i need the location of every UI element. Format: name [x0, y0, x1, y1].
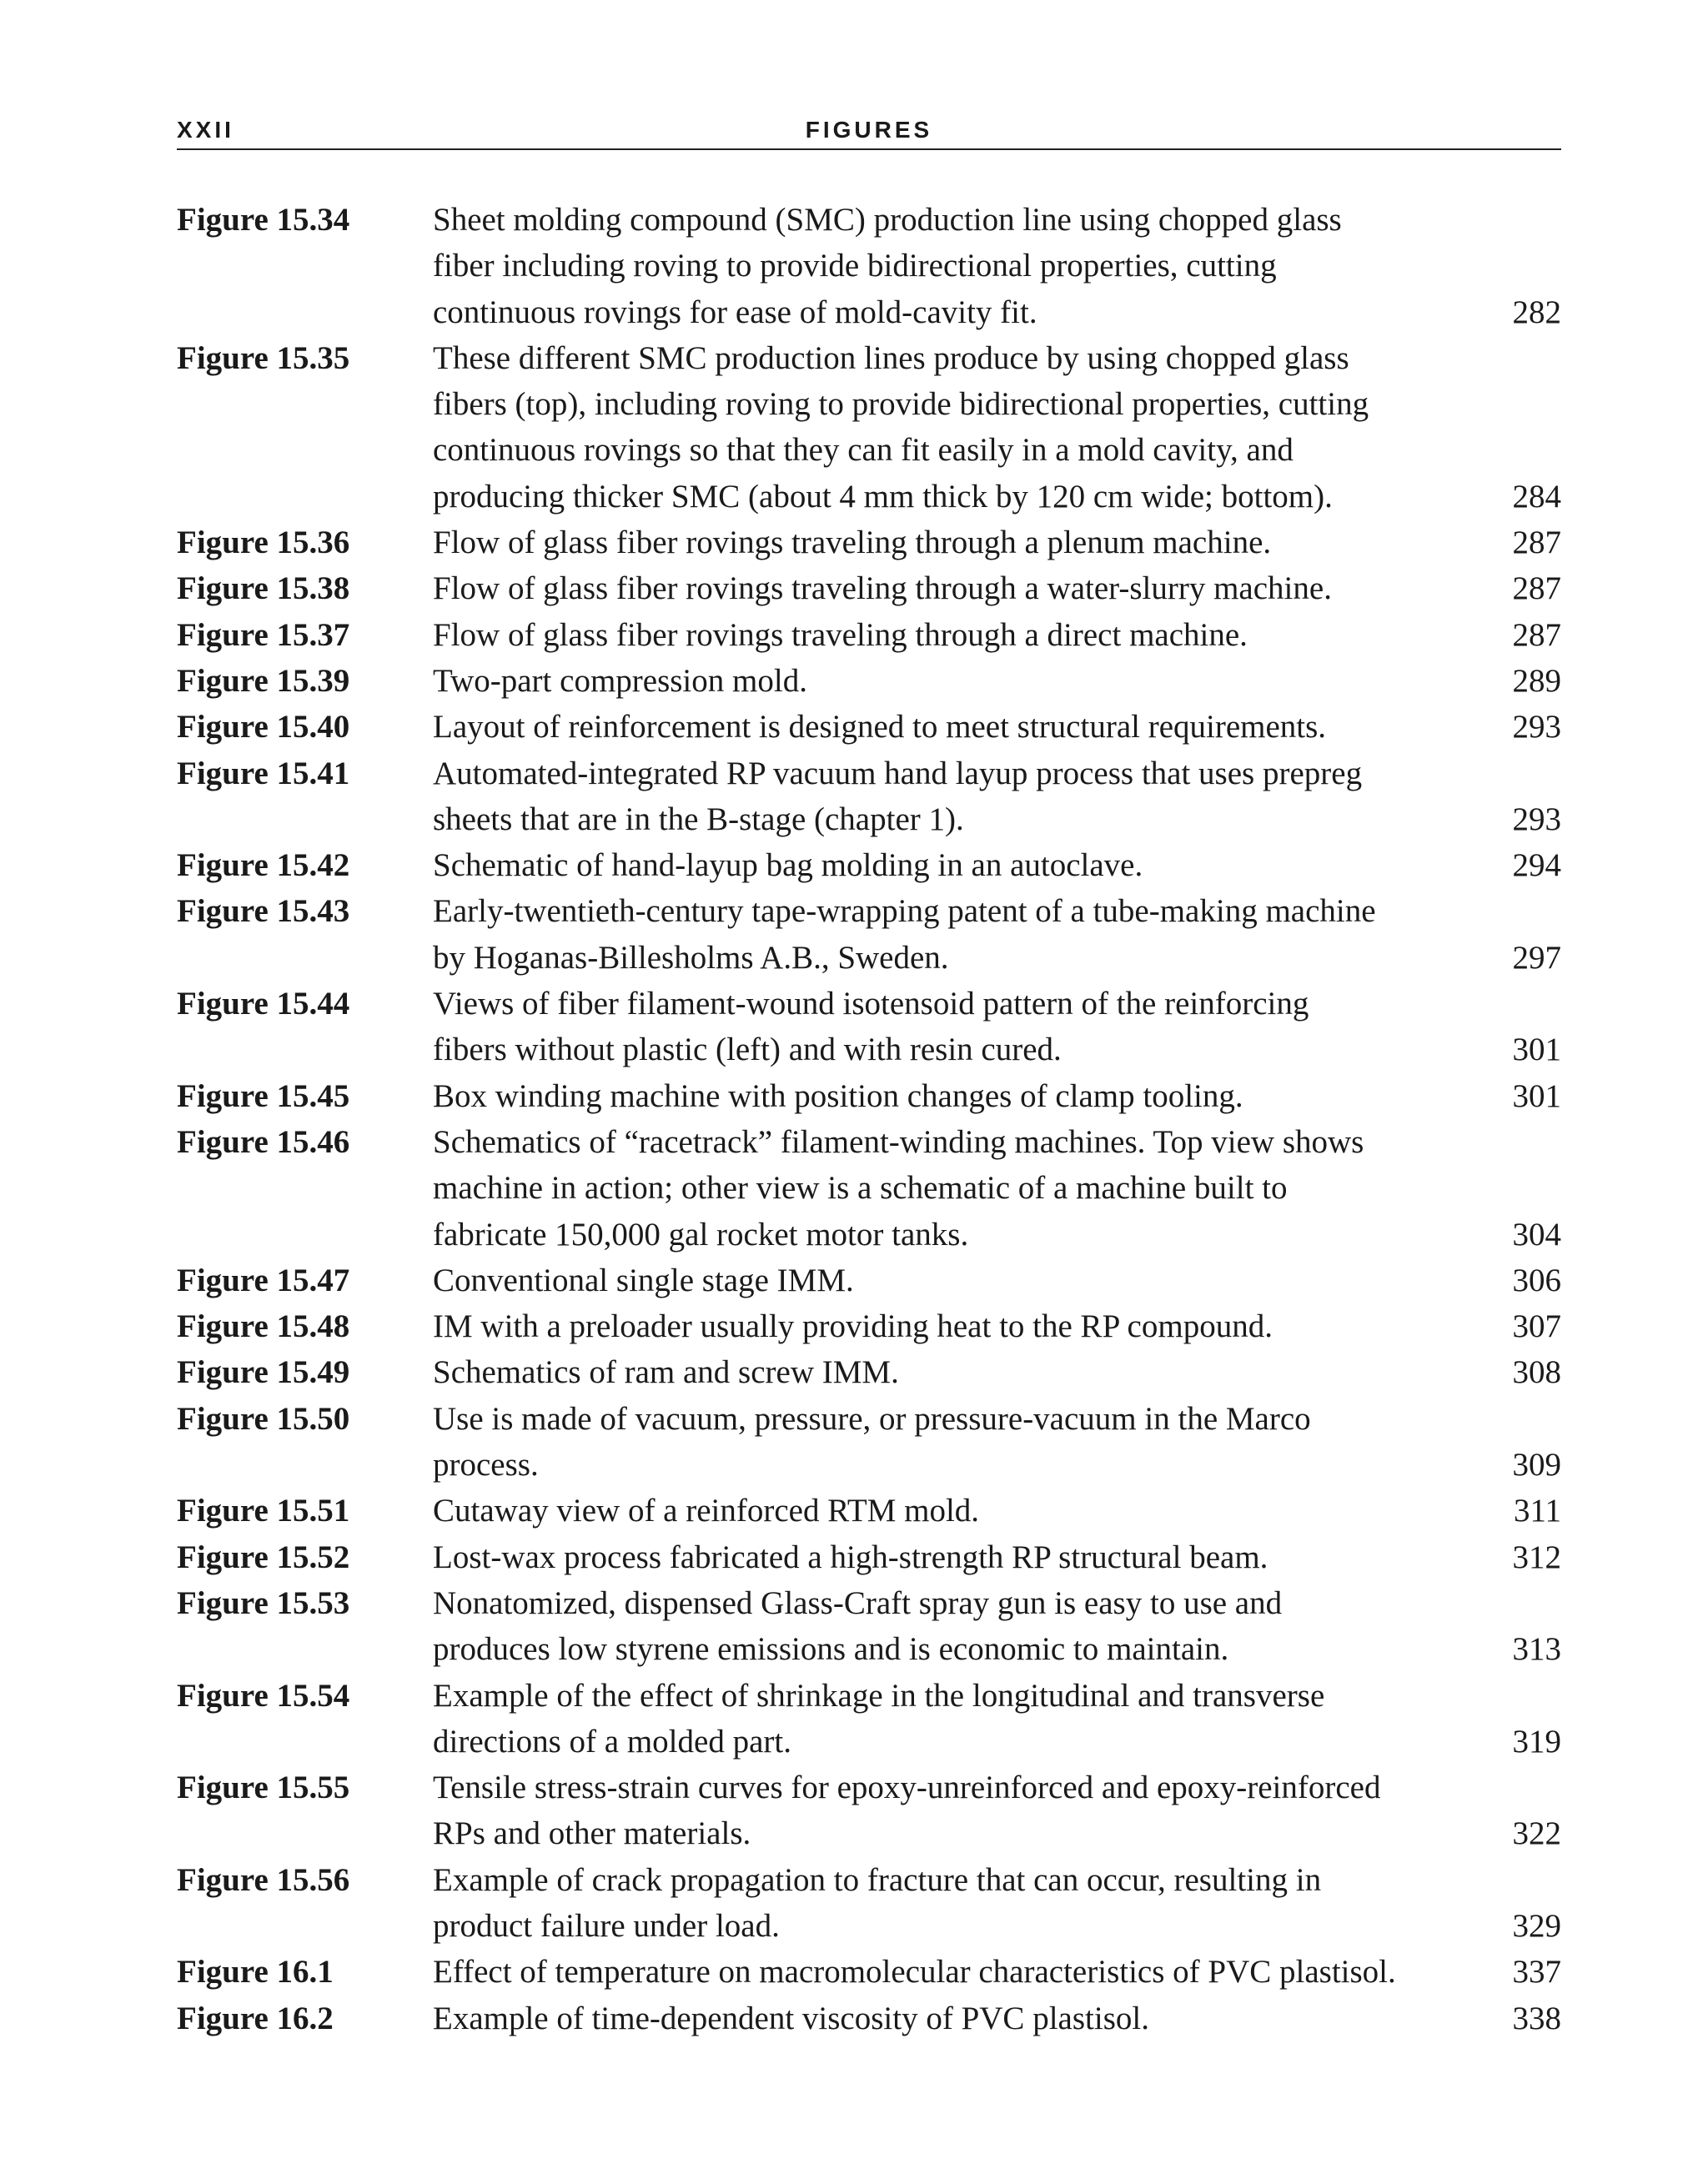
- figure-entry: [177, 335, 1561, 520]
- figure-caption: [433, 1488, 1561, 1534]
- figure-caption: [433, 1303, 1561, 1349]
- figure-label: Figure 15.50: [177, 1400, 350, 1437]
- caption-line: producing thicker SMC (about 4 mm thick by 120 cm wide; bottom).: [433, 478, 1333, 515]
- page-reference: 289: [1512, 662, 1561, 699]
- caption-line: continuous rovings so that they can fit easily in a mold cavity, and: [433, 432, 1294, 469]
- figure-label: Figure 15.41: [177, 755, 350, 791]
- figure-label: Figure 15.42: [177, 847, 350, 884]
- figure-entry: [177, 704, 1561, 750]
- figure-entry: [177, 1580, 1561, 1673]
- figure-label: Figure 15.38: [177, 570, 350, 607]
- figure-caption: [433, 1396, 1561, 1489]
- caption-line: Schematics of ram and screw IMM.: [433, 1354, 899, 1391]
- caption-line: Lost-wax process fabricated a high-strength RP structural beam.: [433, 1539, 1268, 1575]
- caption-line: Sheet molding compound (SMC) production line using chopped glass: [433, 202, 1342, 238]
- figure-entry: [177, 1073, 1561, 1119]
- figure-caption: [433, 1996, 1561, 2041]
- figure-entry: [177, 1119, 1561, 1258]
- page-reference: 297: [1512, 939, 1561, 976]
- figure-label: Figure 15.48: [177, 1308, 350, 1345]
- page-reference: 322: [1512, 1815, 1561, 1852]
- caption-line: fibers (top), including roving to provide bidirectional properties, cutting: [433, 386, 1369, 423]
- figure-entry: [177, 658, 1561, 704]
- figure-label: Figure 15.45: [177, 1077, 350, 1114]
- figure-label: Figure 15.40: [177, 709, 350, 746]
- caption-line: fabricate 150,000 gal rocket motor tanks.: [433, 1216, 969, 1253]
- page-reference: 293: [1512, 709, 1561, 746]
- page-header: [177, 117, 1561, 150]
- figure-entry: [177, 1534, 1561, 1580]
- caption-line: fiber including roving to provide bidirectional properties, cutting: [433, 248, 1277, 284]
- page-reference: 294: [1512, 847, 1561, 884]
- caption-line: Two-part compression mold.: [433, 662, 807, 699]
- figure-label: Figure 15.39: [177, 662, 350, 699]
- figure-caption: [433, 1765, 1561, 1857]
- figure-caption: [433, 1119, 1561, 1258]
- caption-line: Layout of reinforcement is designed to meet structural requirements.: [433, 709, 1327, 746]
- page-reference: 287: [1512, 616, 1561, 653]
- caption-line: sheets that are in the B-stage (chapter 1).: [433, 801, 964, 837]
- figure-caption: [433, 1949, 1561, 1995]
- caption-line: RPs and other materials.: [433, 1815, 751, 1852]
- figure-label: Figure 15.53: [177, 1584, 350, 1621]
- figure-label: Figure 15.43: [177, 893, 350, 930]
- page-reference: 301: [1512, 1077, 1561, 1114]
- page-number: XXII: [177, 117, 234, 143]
- caption-line: Nonatomized, dispensed Glass-Craft spray gun is easy to use and: [433, 1584, 1283, 1621]
- caption-line: machine in action; other view is a schematic of a machine built to: [433, 1170, 1288, 1207]
- figure-entry: [177, 1258, 1561, 1303]
- caption-line: Automated-integrated RP vacuum hand layup process that uses prepreg: [433, 755, 1363, 791]
- figure-entry: [177, 1488, 1561, 1534]
- figure-caption: [433, 888, 1561, 981]
- figure-label: Figure 16.1: [177, 1954, 334, 1991]
- caption-line: Example of the effect of shrinkage in the longitudinal and transverse: [433, 1677, 1325, 1714]
- figure-caption: [433, 1073, 1561, 1119]
- page-reference: 307: [1512, 1308, 1561, 1345]
- figure-caption: [433, 981, 1561, 1073]
- caption-line: directions of a molded part.: [433, 1723, 791, 1760]
- figure-entry: [177, 842, 1561, 888]
- figure-entry: [177, 1673, 1561, 1765]
- page-reference: 311: [1513, 1493, 1561, 1529]
- figure-caption: [433, 520, 1561, 565]
- page-reference: 312: [1512, 1539, 1561, 1575]
- page-reference: 301: [1512, 1032, 1561, 1068]
- page-reference: 306: [1512, 1262, 1561, 1298]
- figure-entry: [177, 1949, 1561, 1995]
- caption-line: product failure under load.: [433, 1907, 780, 1944]
- caption-line: Example of crack propagation to fracture that can occur, resulting in: [433, 1861, 1322, 1898]
- figure-caption: [433, 704, 1561, 750]
- figure-label: Figure 15.37: [177, 616, 350, 653]
- caption-line: Example of time-dependent viscosity of PVC plastisol.: [433, 2000, 1149, 2036]
- figure-caption: [433, 335, 1561, 520]
- figure-label: Figure 16.2: [177, 2000, 334, 2036]
- figure-label: Figure 15.34: [177, 202, 350, 238]
- figure-label: Figure 15.56: [177, 1861, 350, 1898]
- caption-line: Early-twentieth-century tape-wrapping patent of a tube-making machine: [433, 893, 1376, 930]
- figure-caption: [433, 1258, 1561, 1303]
- figure-entry: [177, 520, 1561, 565]
- caption-line: Flow of glass fiber rovings traveling through a water-slurry machine.: [433, 570, 1332, 607]
- figure-caption: [433, 1349, 1561, 1395]
- page-reference: 309: [1512, 1447, 1561, 1484]
- page-reference: 284: [1512, 478, 1561, 515]
- figure-label: Figure 15.51: [177, 1493, 350, 1529]
- figure-label: Figure 15.46: [177, 1123, 350, 1160]
- caption-line: fibers without plastic (left) and with resin cured.: [433, 1032, 1062, 1068]
- caption-line: process.: [433, 1447, 539, 1484]
- figure-label: Figure 15.36: [177, 525, 350, 561]
- page-reference: 319: [1512, 1723, 1561, 1760]
- figure-caption: [433, 1857, 1561, 1950]
- figure-caption: [433, 197, 1561, 335]
- figure-label: Figure 15.35: [177, 339, 350, 376]
- page-reference: 287: [1512, 570, 1561, 607]
- caption-line: Flow of glass fiber rovings traveling through a plenum machine.: [433, 525, 1272, 561]
- figure-caption: [433, 1534, 1561, 1580]
- figure-list: [177, 197, 1561, 2041]
- figure-entry: [177, 1303, 1561, 1349]
- page-reference: 282: [1512, 294, 1561, 330]
- caption-line: Cutaway view of a reinforced RTM mold.: [433, 1493, 980, 1529]
- figure-caption: [433, 612, 1561, 658]
- figure-caption: [433, 751, 1561, 843]
- page-reference: 329: [1512, 1907, 1561, 1944]
- figure-caption: [433, 842, 1561, 888]
- figure-caption: [433, 565, 1561, 611]
- figure-entry: [177, 1996, 1561, 2041]
- caption-line: produces low styrene emissions and is economic to maintain.: [433, 1631, 1229, 1668]
- page-reference: 337: [1512, 1954, 1561, 1991]
- caption-line: Views of fiber filament-wound isotensoid pattern of the reinforcing: [433, 986, 1309, 1022]
- figure-label: Figure 15.44: [177, 986, 350, 1022]
- caption-line: Tensile stress-strain curves for epoxy-unreinforced and epoxy-reinforced: [433, 1770, 1381, 1806]
- caption-line: Box winding machine with position changes of clamp tooling.: [433, 1077, 1243, 1114]
- figure-entry: [177, 981, 1561, 1073]
- page-reference: 313: [1512, 1631, 1561, 1668]
- caption-line: Effect of temperature on macromolecular characteristics of PVC plastisol.: [433, 1954, 1396, 1991]
- figure-label: Figure 15.49: [177, 1354, 350, 1391]
- caption-line: by Hoganas-Billesholms A.B., Sweden.: [433, 939, 949, 976]
- figure-caption: [433, 1673, 1561, 1765]
- figure-entry: [177, 1349, 1561, 1395]
- figure-entry: [177, 565, 1561, 611]
- figure-entry: [177, 612, 1561, 658]
- caption-line: Schematic of hand-layup bag molding in an autoclave.: [433, 847, 1143, 884]
- caption-line: Conventional single stage IMM.: [433, 1262, 854, 1298]
- caption-line: continuous rovings for ease of mold-cavity fit.: [433, 294, 1037, 330]
- figure-label: Figure 15.52: [177, 1539, 350, 1575]
- page-reference: 293: [1512, 801, 1561, 837]
- figure-label: Figure 15.47: [177, 1262, 350, 1298]
- figure-label: Figure 15.54: [177, 1677, 350, 1714]
- caption-line: IM with a preloader usually providing heat to the RP compound.: [433, 1308, 1273, 1345]
- page-reference: 308: [1512, 1354, 1561, 1391]
- caption-line: Flow of glass fiber rovings traveling through a direct machine.: [433, 616, 1248, 653]
- figure-caption: [433, 1580, 1561, 1673]
- caption-line: Schematics of “racetrack” filament-winding machines. Top view shows: [433, 1123, 1364, 1160]
- page-reference: 287: [1512, 525, 1561, 561]
- caption-line: These different SMC production lines produce by using chopped glass: [433, 339, 1349, 376]
- figure-caption: [433, 658, 1561, 704]
- figure-entry: [177, 1765, 1561, 1857]
- figure-entry: [177, 888, 1561, 981]
- running-title: FIGURES: [805, 117, 933, 143]
- figure-entry: [177, 1396, 1561, 1489]
- figure-entry: [177, 1857, 1561, 1950]
- figure-entry: [177, 197, 1561, 335]
- figure-entry: [177, 751, 1561, 843]
- figure-label: Figure 15.55: [177, 1770, 350, 1806]
- page-reference: 304: [1512, 1216, 1561, 1253]
- caption-line: Use is made of vacuum, pressure, or pressure-vacuum in the Marco: [433, 1400, 1311, 1437]
- page-reference: 338: [1512, 2000, 1561, 2036]
